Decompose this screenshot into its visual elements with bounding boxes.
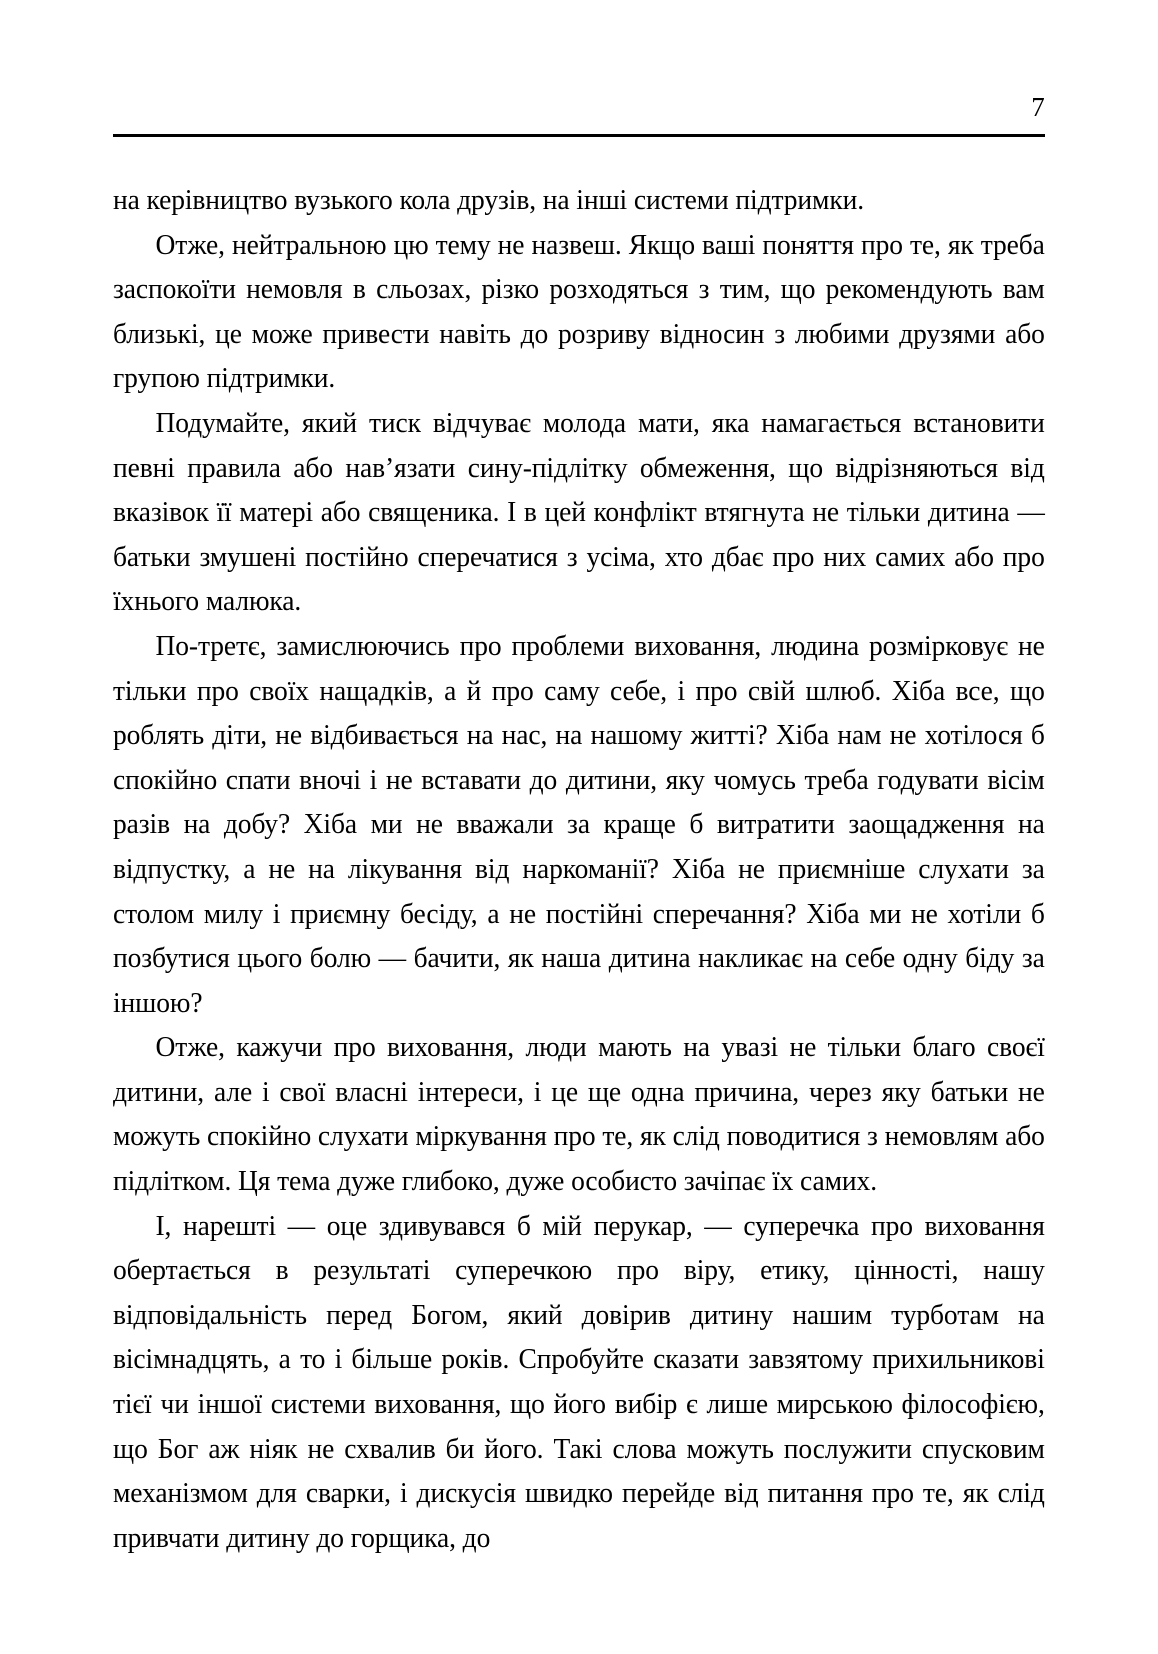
paragraph-po-tretie: По-третє, замислюючись про проблеми виховання, людина розмірковує не тільки про своїх нащадків, а й про саму себе, і про свій шлюб. Хіба все, що роблять діти, не відбивається на нас, на нашому житті? Хіба нам не хотілося б спокійно спати вночі і не вставати до дитини, яку чомусь треба годувати вісім разів на добу? Хіба ми не вважали за краще б витратити заощадження на відпустку, а не на лікування від наркоманії? Хіба не приємніше слухати за столом милу і приємну бесіду, а не постійні сперечання? Хіба ми не хотіли б позбутися цього болю — бачити, як наша дитина накликає на себе одну біду за іншою?: [113, 630, 1045, 1019]
running-head: [113, 92, 1045, 144]
paragraph-continuation: на керівництво вузького кола друзів, на інші системи підтримки.: [113, 185, 865, 216]
body-text-block: [113, 179, 1045, 1561]
header-rule: [113, 134, 1045, 137]
paragraph-i-nareshti: І, нарешті — оце здивувався б мій перукар, — суперечка про виховання обертається в результаті суперечкою про віру, етику, цінності, нашу відповідальність перед Богом, який довірив дитину нашим турботам на вісімнадцять, а то і більше років. Спробуйте сказати завзятому прихильникові тієї чи іншої системи виховання, що його вибір є лише мирською філософією, що Бог аж ніяк не схвалив би його. Такі слова можуть послужити спусковим механізмом для сварки, і дискусія швидко перейде від питання про те, як слід привчати дитину до горщика, до: [113, 1210, 1045, 1554]
paragraph-otzhe-neitralnoyu: Отже, нейтральною цю тему не назвеш. Якщо ваші поняття про те, як треба заспокоїти немовля в сльозах, різко розходяться з тим, що рекомендують вам близькі, це може привести навіть до розриву відносин з любими друзями або групою підтримки.: [113, 229, 1045, 395]
paragraph-otzhe-kazhuchy: Отже, кажучи про виховання, люди мають на увазі не тільки благо своєї дитини, але і свої власні інтереси, і це ще одна причина, через яку батьки не можуть спокійно слухати міркування про те, як слід поводитися з немовлям або підлітком. Ця тема дуже глибоко, дуже особисто зачіпає їх самих.: [113, 1032, 1045, 1198]
paragraph-podumaite: Подумайте, який тиск відчуває молода мати, яка намагається встановити певні правила або нав’язати сину-підлітку обмеження, що відрізняються від вказівок її матері або священика. І в цей конфлікт втягнута не тільки дитина — батьки змушені постійно сперечатися з усіма, хто дбає про них самих або про їхнього малюка.: [113, 407, 1045, 618]
page-number: 7: [1031, 92, 1045, 122]
